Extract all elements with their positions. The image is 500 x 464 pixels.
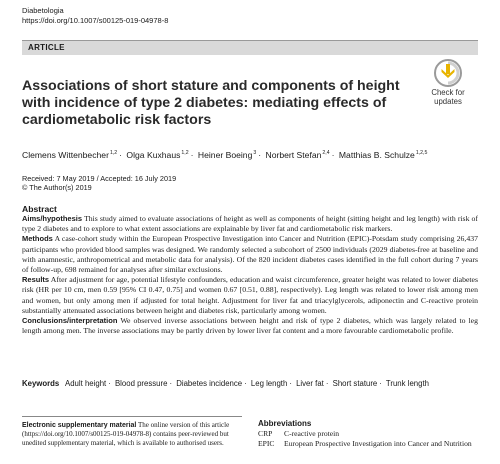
author-item[interactable] [266, 150, 330, 160]
abbreviation-definition: European Prospective Investigation into Cancer and Nutrition [284, 438, 472, 448]
abstract-section-text: A case-cohort study within the European Prospective Investigation into Cancer and Nutrition (EPIC)-Potsdam study comprising 26,437 participants who provided blood samples was designed. We randomly selected a subcohort of 2500 individuals (2029 diabetes-free at baseline and with anamnestic, anthropometrical and metabolic data for analysis). Of the 820 incident diabetes cases identified in the full cohort during 7 years of follow-up, 698 remained for analyses after similar exclusions. [22, 234, 478, 275]
check-for-updates-badge[interactable] [420, 58, 476, 106]
article-type-label: ARTICLE [28, 43, 65, 52]
check-for-updates-text: Check for updates [431, 88, 465, 106]
author-affiliation: 1,2,5 [415, 150, 428, 156]
journal-name: Diabetologia [22, 6, 64, 15]
abstract-section-label: Results [22, 275, 50, 285]
abbreviation-row [258, 429, 478, 439]
article-type-bar [22, 40, 478, 55]
keyword-separator: · [108, 379, 111, 388]
author-item[interactable] [126, 150, 188, 160]
author-item[interactable] [22, 150, 117, 160]
keyword-separator: · [379, 379, 382, 388]
article-title: Associations of short stature and components of height with incidence of type 2 diabetes: mediating effects of cardiometabolic risk factors [22, 78, 400, 129]
keyword: Adult height [65, 379, 107, 388]
author-affiliation: 1,2 [181, 150, 189, 156]
abstract-section-text: After adjustment for age, potential lifestyle confounders, education and waist circumference, greater height was related to lower diabetes risk (HR per 10 cm, men 0.59 [95% CI 0.47, 0.75] and women 0.67 [0.51, 0.88], respectively). Leg length was related to lower risk among men and women, but only among men if adjusted for total height. Adjustment for liver fat and triacylglycerols, adiponectin and C-reactive protein substantially attenuated associations between height and diabetes risk, particularly among women. [22, 275, 479, 315]
author-affiliation: 2,4 [322, 150, 330, 156]
abbreviations-heading: Abbreviations [258, 419, 312, 428]
author-name: Matthias B. Schulze [338, 150, 415, 160]
supplementary-material-note [22, 416, 242, 448]
abbreviation-term: EPIC [258, 438, 275, 448]
author-item[interactable] [198, 150, 256, 160]
abstract-section-label: Methods [22, 234, 53, 244]
author-separator: · [258, 150, 262, 160]
doi-link[interactable]: https://doi.org/10.1007/s00125-019-04978-8 [22, 16, 169, 25]
abbreviation-definition: C-reactive protein [284, 429, 340, 438]
author-separator: · [119, 150, 123, 160]
esm-text: The online version of this article (https://doi.org/10.1007/s00125-019-04978-8) contains peer-reviewed but unedited supplementary material, which is available to authorised users. [22, 421, 230, 447]
abstract-paragraph [22, 316, 478, 336]
abbreviation-row [258, 439, 478, 449]
keyword-separator: · [244, 379, 247, 388]
esm-label: Electronic supplementary material [22, 422, 137, 429]
check-for-updates-icon [433, 58, 463, 88]
abstract-paragraph [22, 275, 478, 316]
keyword-separator: · [289, 379, 292, 388]
keyword: Diabetes incidence [176, 379, 243, 388]
keyword: Trunk length [385, 379, 429, 388]
author-separator: · [190, 150, 194, 160]
abstract-paragraph [22, 214, 478, 234]
keyword: Liver fat [296, 379, 324, 388]
author-name: Norbert Stefan [265, 150, 322, 160]
author-item[interactable] [339, 150, 428, 160]
abstract-section-text: We observed inverse associations between height and risk of type 2 diabetes, which was largely related to leg length among men. The inverse associations may be partly driven by lower liver fat content and a more favourable cardiometabolic profile. [22, 316, 478, 336]
abstract-section-label: Conclusions/interpretation [22, 316, 118, 326]
keyword: Leg length [250, 379, 288, 388]
keywords-line [22, 379, 429, 388]
author-affiliation: 3 [253, 150, 257, 156]
abstract-section [22, 204, 478, 336]
abstract-heading: Abstract [22, 204, 57, 214]
author-name: Olga Kuxhaus [126, 150, 181, 160]
author-affiliation: 1,2 [109, 150, 118, 156]
keyword: Short stature [332, 379, 378, 388]
received-accepted-dates: Received: 7 May 2019 / Accepted: 16 July 2019 [22, 174, 177, 183]
abstract-paragraph [22, 234, 478, 275]
author-name: Heiner Boeing [197, 150, 253, 160]
keywords-label: Keywords [22, 379, 60, 388]
keyword-separator: · [325, 379, 329, 388]
abstract-section-label: Aims/hypothesis [22, 214, 83, 223]
author-name: Clemens Wittenbecher [22, 150, 109, 160]
copyright-line: © The Author(s) 2019 [22, 183, 92, 192]
keyword-separator: · [169, 379, 173, 388]
keyword: Blood pressure [114, 379, 168, 388]
abbreviations-section [258, 419, 478, 448]
author-list [22, 150, 482, 160]
abstract-section-text: This study aimed to evaluate associations of height as well as components of height (sitting height and leg length) with risk of type 2 diabetes and to explore to what extent associations are explainable by liver fat and cardiometabolic risk markers. [22, 214, 478, 234]
author-separator: · [331, 150, 335, 160]
abbreviation-term: CRP [258, 429, 273, 438]
